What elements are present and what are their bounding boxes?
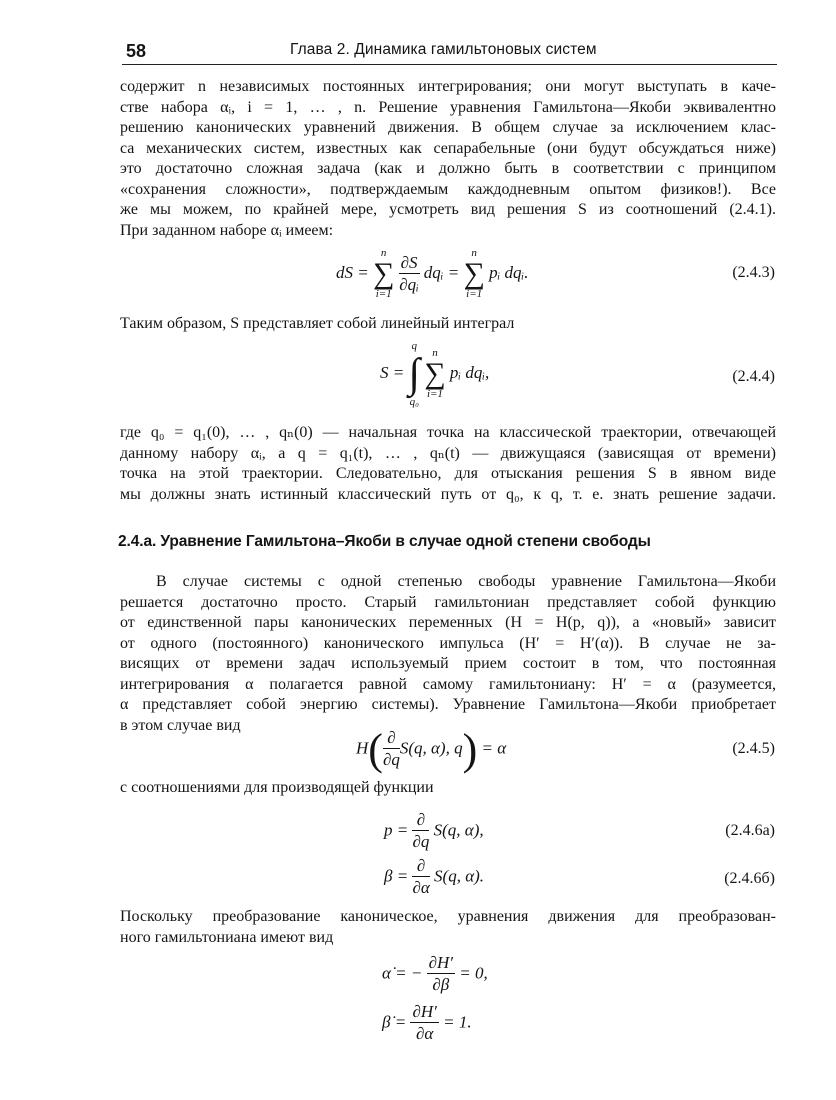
equation-2-4-3 (336, 248, 528, 300)
eq-rhs: S(q, α). (434, 866, 485, 886)
sum-lower: i=1 (426, 388, 443, 400)
fraction-denominator: ∂q (412, 832, 430, 851)
fraction (412, 856, 429, 899)
eq-lhs: α̇ = − (382, 963, 423, 983)
text-line: от единственной пары канонических переменных (H = H(p, q)), а «новый» зависит (120, 614, 776, 631)
equation-alpha-dot (382, 953, 488, 996)
sum-upper: n (471, 247, 477, 259)
fraction-numerator: ∂ (412, 856, 429, 877)
paragraph-6 (120, 907, 776, 948)
text-line: решению канонических уравнений движения. В общем случае за исключением клас- (120, 119, 776, 136)
summation (424, 348, 445, 400)
text-line: При заданном наборе αᵢ имеем: (120, 221, 334, 239)
eq-rhs: = 0, (459, 963, 488, 983)
fraction-numerator: ∂H′ (412, 1002, 437, 1021)
text-line: содержит n независимых постоянных интегрирования; они могут выступать в каче- (120, 78, 776, 95)
fraction-numerator: ∂S (400, 252, 418, 272)
eq-tail: pᵢ dqᵢ. (489, 262, 529, 282)
sum-upper: n (380, 247, 387, 259)
page-header (122, 37, 777, 63)
eq-tail: pᵢ dqᵢ, (449, 362, 490, 382)
text-line: ного гамильтониана имеют вид (120, 928, 334, 946)
eq-lhs: dS = (336, 262, 369, 282)
sum-lower: i=1 (375, 288, 392, 300)
integral-lower: q₀ (409, 396, 419, 408)
eq-rhs: = α (481, 738, 507, 758)
text-line: данному набору αᵢ, а q = q₁(t), … , qₙ(t) — движущаяся (зависящая от времени) (120, 444, 776, 462)
text-line: точка на этой траектории. Следовательно, для отыскания решения S в явном виде (120, 465, 776, 482)
paragraph-2 (120, 314, 776, 335)
text-line: «сохранения сложности», подтверждаемым каждодневным опытом физиков!). Все (120, 180, 776, 198)
equation-2-4-6b (384, 856, 484, 899)
equation-2-4-4 (380, 340, 489, 408)
text-line: это достаточно сложная задача (как и должно быть в соответствии с принципом (120, 160, 776, 177)
eq-rhs: = 1. (443, 1012, 472, 1032)
header-rule (122, 64, 777, 65)
text-line: в этом случае вид (120, 716, 241, 734)
eq-lhs: S = (380, 362, 405, 382)
eq-middle: dqᵢ = (423, 262, 460, 282)
equation-number: (2.4.6а) (725, 822, 775, 839)
fraction-denominator: ∂α (412, 878, 430, 897)
eq-lhs: β = (384, 866, 409, 886)
fraction (399, 253, 420, 296)
section-heading: 2.4.а. Уравнение Гамильтона–Якоби в случае одной степени свободы (118, 533, 651, 550)
summation (463, 248, 484, 300)
integral (408, 340, 420, 408)
sum-upper: n (432, 347, 438, 359)
paragraph-5 (120, 778, 776, 799)
eq-body: S(q, α), q (399, 738, 463, 758)
text-line: са механических систем, известных как сепарабельные (они будут обсуждаться ниже) (120, 139, 776, 157)
integral-upper: q (411, 340, 417, 352)
text-line: где q₀ = q₁(0), … , qₙ(0) — начальная точка на классической траектории, отвечающей (120, 424, 776, 441)
integral-symbol: ∫ (408, 351, 420, 397)
fraction-denominator: ∂α (415, 1024, 434, 1043)
paragraph-4 (120, 572, 776, 736)
text-line: решается достаточно просто. Старый гамильтониан представляет собой функцию (120, 593, 776, 611)
equation-2-4-5 (356, 724, 506, 775)
sigma-symbol: ∑ (424, 357, 446, 390)
paragraph-1 (120, 77, 776, 241)
eq-rhs: S(q, α), (433, 820, 484, 840)
left-paren: ( (368, 725, 383, 774)
eq-lhs: p = (384, 820, 409, 840)
eq-head: H (356, 738, 369, 758)
sigma-symbol: ∑ (463, 257, 485, 290)
text-line: висящих от времени задач используемый прием состоит в том, что постоянная (120, 655, 776, 672)
running-title: Глава 2. Динамика гамильтоновых систем (290, 41, 597, 58)
text-line: мы должны знать истинный классический путь от q₀, к q, т. е. знать решение задачи. (120, 485, 776, 503)
equation-number: (2.4.5) (732, 740, 775, 757)
equation-number: (2.4.6б) (724, 870, 775, 887)
text-line: В случае системы с одной степенью свободы уравнение Гамильтона—Якоби (156, 573, 776, 590)
equation-number: (2.4.3) (732, 264, 775, 281)
text-line: Поскольку преобразование каноническое, уравнения движения для преобразован- (120, 908, 776, 925)
fraction-denominator: ∂qᵢ (399, 274, 419, 294)
text-line: же мы можем, по крайней мере, усмотреть вид решения S из соотношений (2.4.1). (120, 201, 776, 218)
text-line: с соотношениями для производящей функции (120, 779, 434, 796)
page-number: 58 (126, 41, 147, 61)
equation-2-4-6a (384, 810, 484, 853)
sum-lower: i=1 (466, 288, 483, 300)
fraction-denominator: ∂β (432, 975, 450, 994)
text-line: стве набора αᵢ, i = 1, … , n. Решение уравнения Гамильтона—Якоби эквивалентно (120, 98, 776, 116)
fraction-denominator: ∂q (382, 750, 400, 769)
fraction-numerator: ∂ (383, 728, 400, 749)
fraction (412, 810, 429, 853)
fraction-numerator: ∂ (412, 810, 429, 831)
text-line: α представляет собой энергию системы). Уравнение Гамильтона—Якоби приобретает (120, 696, 776, 713)
equation-number: (2.4.4) (732, 368, 775, 385)
eq-lhs: β̇ = (382, 1012, 407, 1032)
summation (373, 248, 394, 300)
paragraph-3 (120, 423, 776, 505)
text-line: Таким образом, S представляет собой линейный интеграл (120, 315, 515, 332)
right-paren: ) (462, 725, 478, 774)
fraction (427, 953, 455, 996)
fraction-numerator: ∂H′ (428, 953, 454, 972)
equation-beta-dot (382, 1002, 472, 1045)
fraction (410, 1002, 438, 1045)
text-line: интегрирования α полагается равной самому гамильтониану: H′ = α (разумеется, (120, 675, 776, 693)
fraction (383, 728, 400, 771)
text-line: от одного (постоянного) канонического импульса (H′ = H′(α)). В случае не за- (120, 634, 776, 652)
sigma-symbol: ∑ (372, 257, 395, 290)
